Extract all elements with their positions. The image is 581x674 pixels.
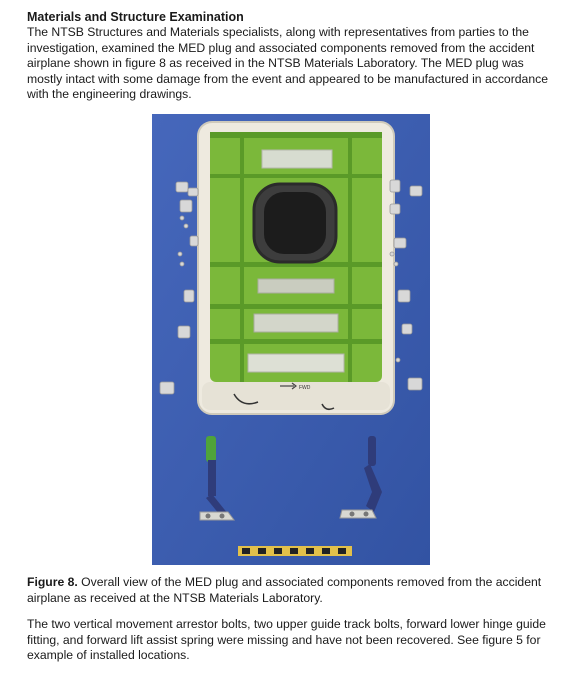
missing-parts-paragraph: The two vertical movement arrestor bolts, two upper guide track bolts, forward lower hinge guide fitting, and forward lift assist spring were missing and have not been recovered. See figure 5 for example of installed locations.: [27, 617, 546, 662]
figure-8-photo: [152, 114, 430, 565]
med-plug: [198, 122, 394, 414]
scale-ruler: [238, 546, 352, 556]
figure-caption: [27, 575, 567, 606]
section-heading: Materials and Structure Examination: [27, 10, 244, 24]
fwd-arrow-label: FWD: [299, 385, 311, 391]
med-plug-photo: [152, 114, 430, 565]
caption-text: Overall view of the MED plug and associated components removed from the accident airplane as received at the NTSB Materials Laboratory.: [27, 575, 542, 605]
intro-paragraph: The NTSB Structures and Materials specialists, along with representatives from parties to the investigation, examined the MED plug and associated components removed from the accident airplane shown in figure 8 as received in the NTSB Materials Laboratory. The MED plug was mostly intact with some damage from the event and appeared to be manufactured in accordance with the engineering drawings.: [27, 25, 548, 101]
caption-label: Figure 8.: [27, 575, 78, 589]
